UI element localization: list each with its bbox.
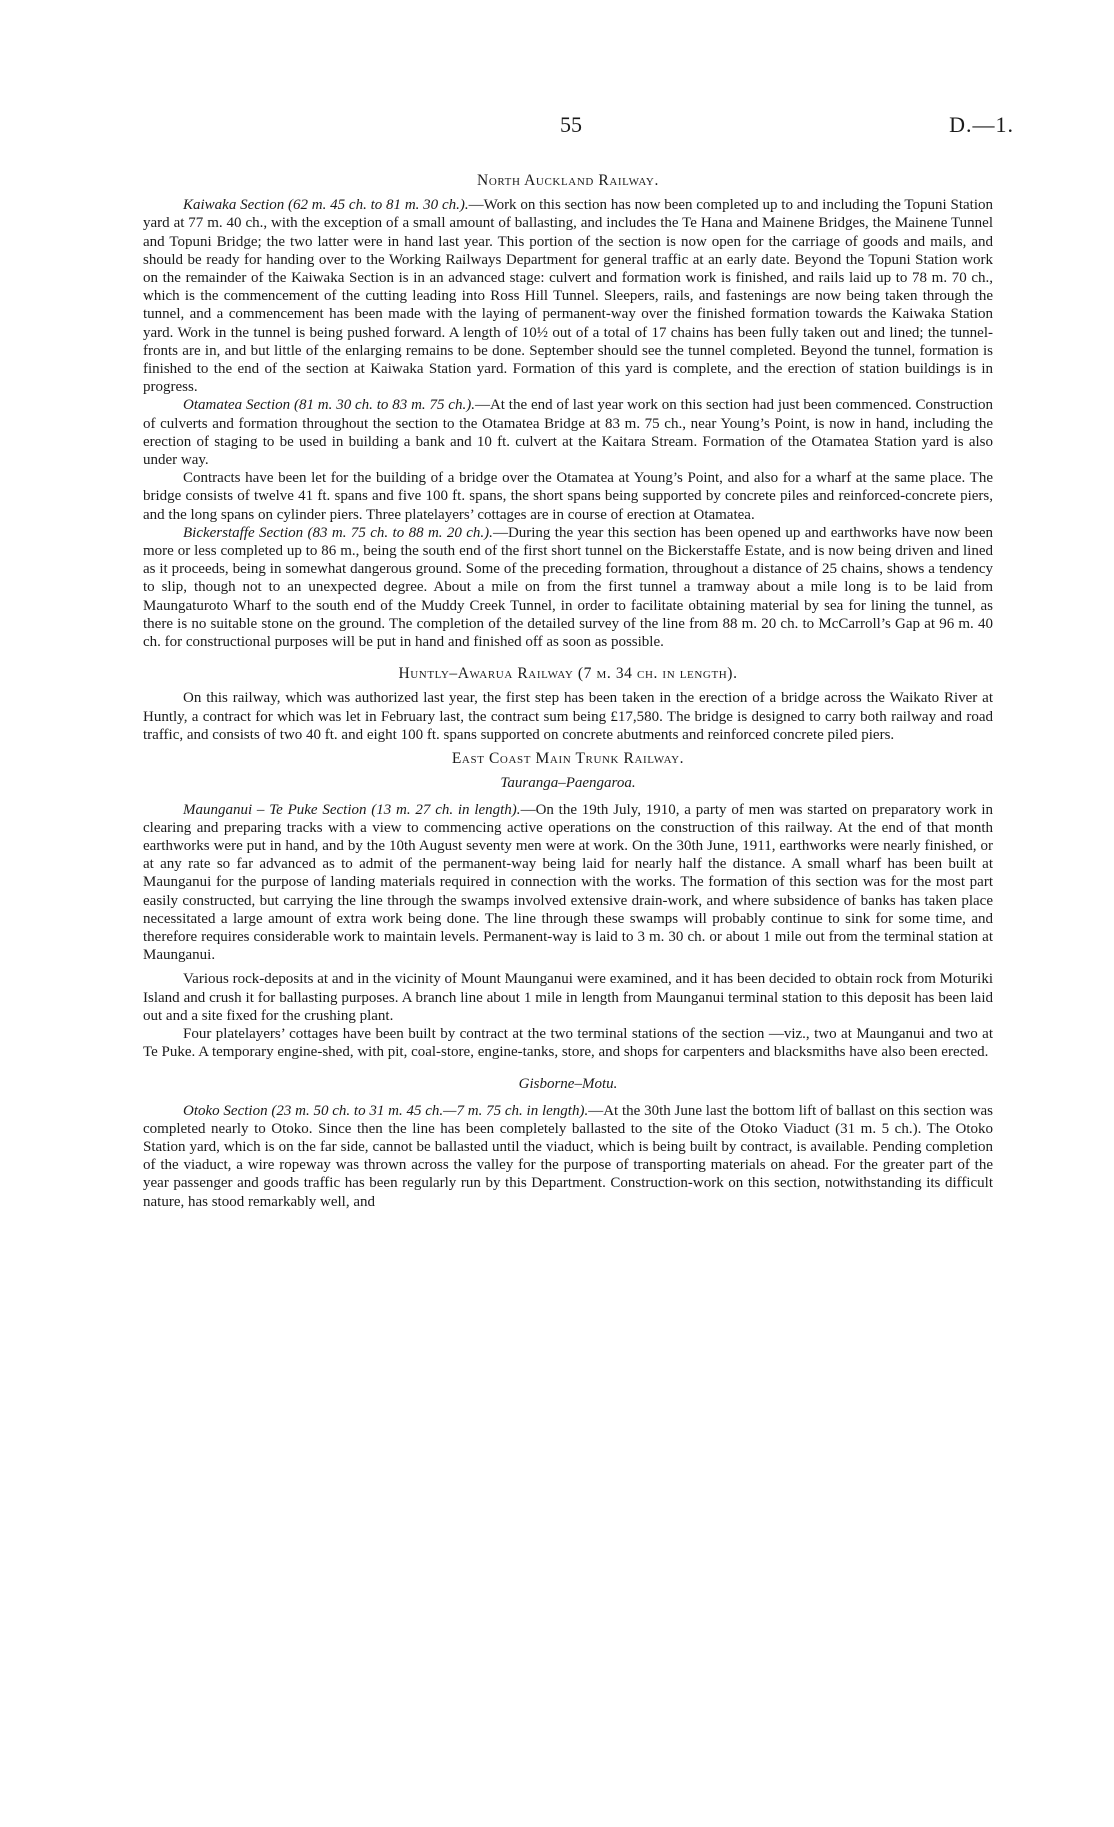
- paragraph: [143, 1102, 993, 1211]
- section-title: Maunganui – Te Puke Section (13 m. 27 ch. in length).: [183, 801, 521, 818]
- paragraph-text: Four platelayers’ cottages have been built by contract at the two terminal stations of the section —viz., two at Maunganui and two at Te Puke. A temporary engine-shed, with pit, coal-store, engine-tanks, store, and shops for carpenters and blacksmiths have also been erected.: [143, 1025, 993, 1061]
- paragraph: [143, 524, 993, 651]
- section-title: Otamatea Section (81 m. 30 ch. to 83 m. 75 ch.).: [183, 397, 475, 414]
- subheading-tauranga-paengaroa: Tauranga–Paengaroa.: [500, 775, 636, 792]
- section-heading-north-auckland: North Auckland Railway.: [477, 172, 659, 189]
- paragraph: [143, 801, 993, 965]
- page-number: 55: [560, 112, 582, 137]
- body-text: [143, 166, 993, 1211]
- section-heading-huntly-awarua: Huntly–Awarua Railway (7 m. 34 ch. in length).: [398, 665, 738, 683]
- paragraph-text: —At the end of last year work on this section had just been commenced. Construction of culverts and formation throughout the section to the Otamatea Bridge at 83 m. 75 ch., near Young’s Point, is now in hand, including the erection of staging to be used in building a bank and 10 ft. culvert at the Kaitara Stream. Formation of the Otamatea Station yard is also under way.: [143, 397, 994, 469]
- page-header: [0, 112, 1114, 142]
- paragraph: [143, 689, 993, 744]
- paragraph: [143, 469, 993, 524]
- paragraph: [143, 396, 993, 469]
- paragraph: [143, 196, 993, 396]
- section-title: Kaiwaka Section (62 m. 45 ch. to 81 m. 30 ch.).: [183, 197, 469, 214]
- paragraph-text: Various rock-deposits at and in the vicinity of Mount Maunganui were examined, and it has been decided to obtain rock from Moturiki Island and crush it for ballasting purposes. A branch line about 1 mile in length from Maunganui terminal station to this deposit has been laid out and a site fixed for the crushing plant.: [143, 971, 993, 1024]
- paragraph: [143, 970, 993, 1025]
- paragraph-text: On this railway, which was authorized last year, the first step has been taken in the erection of a bridge across the Waikato River at Huntly, a contract for which was let in February last, the contract sum being £17,580. The bridge is designed to carry both railway and road traffic, and consists of two 40 ft. and eight 100 ft. spans supported on concrete abutments and reinforced concrete piled piers.: [143, 690, 993, 743]
- subheading-gisborne-motu: Gisborne–Motu.: [518, 1076, 618, 1093]
- paragraph: [143, 1025, 993, 1061]
- paragraph-text: —On the 19th July, 1910, a party of men was started on preparatory work in clearing and preparing tracks with a view to commencing active operations on the construction of this railway. At the end of that month earthworks were put in hand, and by the 10th August seventy men were at work. On the 30th June, 1911, earthworks were nearly finished, or at any rate so far advanced as to admit of the permanent-way being laid for nearly half the distance. A small wharf has been built at Maunganui for the purpose of landing materials required in connection with the works. The formation of this section was for the most part easily constructed, but carrying the line through the swamps involved extensive drain-work, and where subsidence of banks has taken place necessitated a large amount of extra work being done. The line through these swamps will probably continue to sink for some time, and therefore requires considerable work to maintain levels. Permanent-way is laid to 3 m. 30 ch. or about 1 mile out from the terminal station at Maunganui.: [143, 801, 993, 964]
- section-heading-east-coast: East Coast Main Trunk Railway.: [451, 750, 685, 768]
- paragraph-text: Contracts have been let for the building of a bridge over the Otamatea at Young’s Point, and also for a wharf at the same place. The bridge consists of twelve 41 ft. spans and five 100 ft. spans, the short spans being supported by concrete piles and reinforced-concrete piers, and the long spans on cylinder piers. Three platelayers’ cottages are in course of erection at Otamatea.: [143, 470, 993, 523]
- section-title: Otoko Section (23 m. 50 ch. to 31 m. 45 ch.—7 m. 75 ch. in length).: [183, 1102, 589, 1119]
- document-reference: D.—1.: [949, 112, 1014, 137]
- paragraph-text: —During the year this section has been opened up and earthworks have now been more or less completed up to 86 m., being the south end of the first short tunnel on the Bickerstaffe Estate, and is now being driven and lined as it proceeds, being in somewhat dangerous ground. Some of the preceding formation, throughout a distance of 25 chains, shows a tendency to slip, though not to an unexpected degree. About a mile on from the first tunnel a tramway about a mile long is to be laid from Maungaturoto Wharf to the south end of the Muddy Creek Tunnel, in order to facilitate obtaining material by sea for lining the tunnel, as there is no suitable stone on the ground. The completion of the detailed survey of the line from 88 m. 20 ch. to McCarroll’s Gap at 96 m. 40 ch. for constructional purposes will be put in hand and finished off as soon as possible.: [143, 524, 993, 651]
- section-title: Bickerstaffe Section (83 m. 75 ch. to 88 m. 20 ch.).: [183, 524, 493, 541]
- paragraph-text: —At the 30th June last the bottom lift of ballast on this section was completed nearly to Otoko. Since then the line has been completely ballasted to the site of the Otoko Viaduct (31 m. 5 ch.). The Otoko Station yard, which is on the far side, cannot be ballasted until the viaduct, which is being built by contract, is available. Pending completion of the viaduct, a wire ropeway was thrown across the valley for the purpose of transporting materials on ahead. For the greater part of the year passenger and goods traffic has been regularly run by this Department. Construction-work on this section, notwithstanding its difficult nature, has stood remarkably well, and: [143, 1102, 993, 1210]
- paragraph-text: —Work on this section has now been completed up to and including the Topuni Station yard at 77 m. 40 ch., with the exception of a small amount of ballasting, and includes the Te Hana and Mainene Bridges, the Mainene Tunnel and Topuni Bridge; the two latter were in hand last year. This portion of the section is now open for the carriage of goods and mails, and should be ready for handing over to the Working Railways Department for general traffic at an early date. Beyond the Topuni Station work on the remainder of the Kaiwaka Section is in an advanced stage: culvert and formation work is finished, and rails laid up to 78 m. 70 ch., which is the commencement of the cutting leading into Ross Hill Tunnel. Sleepers, rails, and fastenings are now being taken through the tunnel, and a commencement has been made with the laying of permanent-way over the finished formation towards the Kaiwaka Station yard. Work in the tunnel is being pushed forward. A length of 10½ out of a total of 17 chains has been fully taken out and lined; the tunnel-fronts are in, and but little of the enlarging remains to be done. September should see the tunnel completed. Beyond the tunnel, formation is finished to the end of the section at Kaiwaka Station yard. Formation of this yard is complete, and the erection of station buildings is in progress.: [143, 197, 993, 396]
